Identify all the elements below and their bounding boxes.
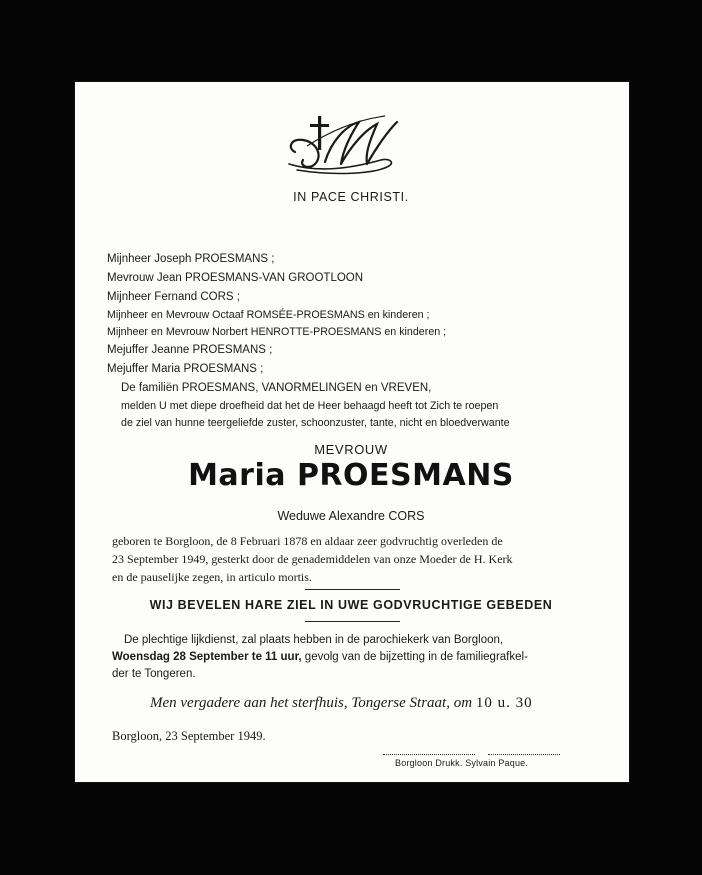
funeral-line-rest: gevolg van de bijzetting in de familiegrafkel- bbox=[301, 651, 528, 663]
cross-monogram-icon bbox=[285, 112, 405, 182]
announcement-line: de ziel van hunne teergeliefde zuster, schoonzuster, tante, nicht en bloedverwante bbox=[121, 417, 510, 429]
gathering-text: Men vergadere aan het sterfhuis, Tongerse Straat, om bbox=[150, 695, 473, 711]
divider-bottom bbox=[305, 621, 400, 622]
mourner-line: Mejuffer Jeanne PROESMANS ; bbox=[107, 344, 273, 356]
detail-line: en de pauselijke zegen, in articulo mortis. bbox=[112, 570, 312, 584]
dotted-line bbox=[383, 754, 475, 755]
mourners-list bbox=[107, 250, 587, 432]
place-date: Borgloon, 23 September 1949. bbox=[112, 729, 266, 743]
mourner-line: Mijnheer Joseph PROESMANS ; bbox=[107, 253, 275, 265]
funeral-line: der te Tongeren. bbox=[112, 668, 196, 680]
mourner-line: Mijnheer Fernand CORS ; bbox=[107, 291, 240, 303]
divider-top bbox=[305, 589, 400, 590]
mourner-line: Mejuffer Maria PROESMANS ; bbox=[107, 363, 264, 375]
funeral-line bbox=[112, 649, 592, 666]
in-pace-heading: IN PACE CHRISTI. bbox=[293, 190, 409, 204]
funeral-date: Woensdag 28 September te 11 uur, bbox=[112, 651, 302, 663]
dotted-line bbox=[488, 754, 560, 755]
mourner-line: Mevrouw Jean PROESMANS-VAN GROOTLOON bbox=[107, 272, 364, 284]
families-line: De familiën PROESMANS, VANORMELINGEN en VREVEN, bbox=[121, 382, 432, 394]
funeral-details bbox=[112, 632, 592, 683]
gathering-notice bbox=[150, 695, 570, 712]
mourner-line: Mijnheer en Mevrouw Octaaf ROMSÉE-PROESMANS en kinderen ; bbox=[107, 309, 430, 321]
widow-of: Weduwe Alexandre CORS bbox=[277, 509, 425, 523]
deceased-title: MEVROUW bbox=[314, 442, 388, 457]
gathering-time: 10 u. 30 bbox=[475, 695, 533, 711]
detail-line: geboren te Borgloon, de 8 Februari 1878 en aldaar zeer godvruchtig overleden de bbox=[112, 534, 503, 548]
prayer-request: WIJ BEVELEN HARE ZIEL IN UWE GODVRUCHTIGE GEBEDEN bbox=[149, 598, 553, 612]
announcement-line: melden U met diepe droefheid dat het de Heer behaagd heeft tot Zich te roepen bbox=[121, 400, 499, 412]
deceased-name: Maria PROESMANS bbox=[188, 458, 514, 493]
funeral-line: De plechtige lijkdienst, zal plaats hebben in de parochiekerk van Borgloon, bbox=[124, 634, 504, 646]
printer-credit: Borgloon Drukk. Sylvain Paque. bbox=[395, 758, 529, 768]
birth-death-details bbox=[112, 532, 590, 586]
detail-line: 23 September 1949, gesterkt door de genademiddelen van onze Moeder de H. Kerk bbox=[112, 552, 513, 566]
mourner-line: Mijnheer en Mevrouw Norbert HENROTTE-PROESMANS en kinderen ; bbox=[107, 326, 447, 338]
